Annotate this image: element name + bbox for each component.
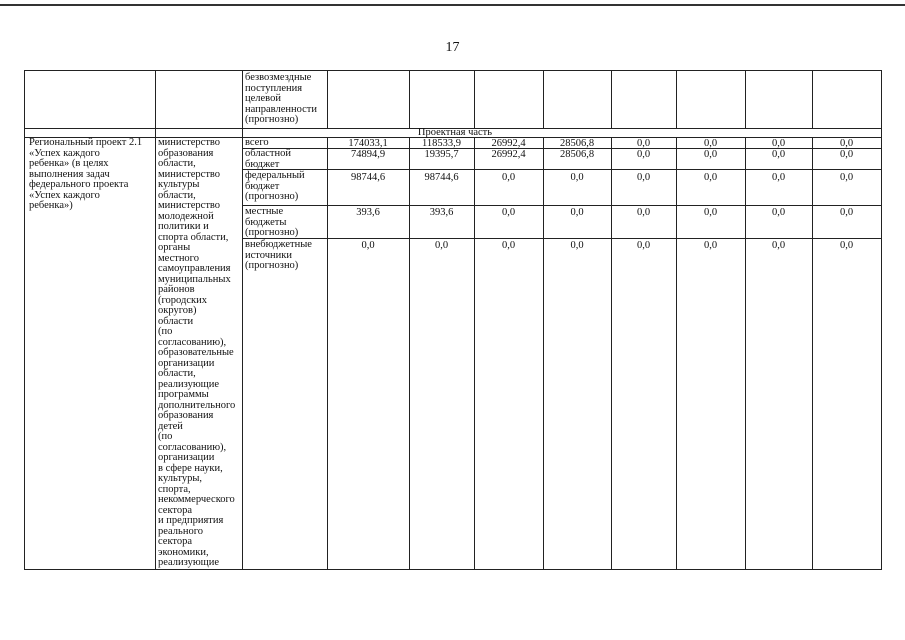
row-divider [242, 205, 881, 206]
col-divider [745, 137, 746, 569]
value-cell: 0,0 [361, 240, 375, 251]
value-cell: 0,0 [703, 172, 718, 183]
page-number: 17 [445, 40, 460, 55]
col-divider [327, 137, 328, 569]
value-cell: 28506,8 [559, 149, 595, 160]
value-cell: 0,0 [570, 207, 584, 218]
col-divider [474, 71, 475, 128]
value-cell: 0,0 [636, 172, 651, 183]
value-cell: 0,0 [570, 240, 584, 251]
value-cell: 0,0 [839, 149, 854, 160]
value-cell: 0,0 [636, 138, 651, 149]
col-divider [155, 71, 156, 569]
row-label-local: местные бюджеты (прогнозно) [245, 206, 299, 238]
value-cell: 0,0 [771, 149, 786, 160]
col-divider [745, 71, 746, 128]
value-cell: 393,6 [429, 207, 454, 218]
value-cell: 0,0 [839, 240, 854, 251]
row-label-federal: федеральный бюджет (прогнозно) [245, 170, 305, 202]
value-cell: 74894,9 [350, 149, 386, 160]
col-divider [409, 71, 410, 128]
value-cell: 0,0 [636, 240, 651, 251]
col-divider [543, 71, 544, 128]
row-divider [242, 238, 881, 239]
value-cell: 0,0 [501, 172, 516, 183]
value-cell: 0,0 [570, 172, 584, 183]
value-cell: 0,0 [771, 207, 786, 218]
col-divider [543, 137, 544, 569]
value-cell: 26992,4 [491, 149, 526, 160]
value-cell: 26992,4 [491, 138, 526, 149]
row-divider [242, 169, 881, 170]
source-header-label: безвозмездные поступления целевой направленности (прогнозно) [245, 72, 318, 125]
value-cell: 0,0 [703, 207, 718, 218]
value-cell: 0,0 [771, 172, 786, 183]
section-title: Проектная часть [417, 127, 493, 138]
col-divider [812, 71, 813, 128]
value-cell: 118533,9 [422, 138, 461, 149]
col-divider [676, 71, 677, 128]
value-cell: 0,0 [839, 172, 854, 183]
col-divider [676, 137, 677, 569]
value-cell: 0,0 [703, 240, 718, 251]
row-label-total: всего [245, 137, 269, 148]
col-divider [812, 137, 813, 569]
value-cell: 393,6 [356, 207, 380, 218]
value-cell: 0,0 [636, 149, 651, 160]
value-cell: 0,0 [501, 207, 516, 218]
value-cell: 0,0 [771, 240, 786, 251]
col-divider [327, 71, 328, 128]
value-cell: 0,0 [839, 207, 854, 218]
value-cell: 0,0 [839, 138, 854, 149]
row-label-regional: областной бюджет [245, 148, 291, 170]
value-cell: 0,0 [703, 138, 718, 149]
value-cell: 0,0 [636, 207, 651, 218]
budget-table [24, 70, 882, 570]
value-cell: 0,0 [771, 138, 786, 149]
col-divider [242, 71, 243, 569]
value-cell: 28506,8 [559, 138, 595, 149]
value-cell: 98744,6 [350, 172, 386, 183]
col-divider [611, 71, 612, 128]
top-rule [0, 4, 905, 6]
value-cell: 19395,7 [424, 149, 459, 160]
value-cell: 0,0 [501, 240, 516, 251]
value-cell: 98744,6 [424, 172, 459, 183]
value-cell: 0,0 [703, 149, 718, 160]
value-cell: 174033,1 [348, 138, 388, 149]
row-label-offbudget: внебюджетные источники (прогнозно) [245, 239, 312, 271]
col-divider [409, 137, 410, 569]
col-divider [611, 137, 612, 569]
project-name: Региональный проект 2.1 «Успех каждого ребенка» (в целях выполнения задач федерального проекта «Успех каждого ребенка») [29, 137, 143, 211]
col-divider [474, 137, 475, 569]
value-cell: 0,0 [434, 240, 449, 251]
project-executors: министерство образования области, министерство культуры области, министерство молодежной политики и спорта области, органы местного самоуправления муниципальных районов (городских округов) области (по согласованию), образовательные организации области, реализующие программы дополнительного образования детей (по согласованию), организации в сфере науки, культуры, спорта, некоммерческого сектора и предприятия реального сектора экономики, реализующие [158, 137, 236, 568]
